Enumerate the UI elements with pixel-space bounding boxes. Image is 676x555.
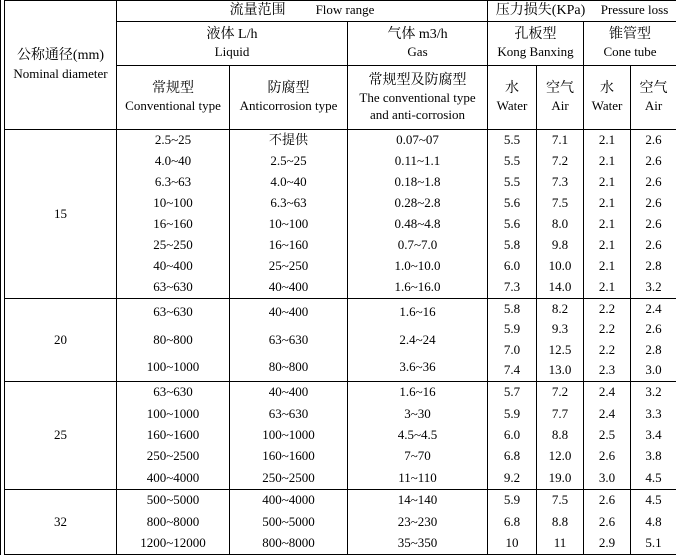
value-line: 80~800 xyxy=(230,359,347,376)
value-line: 8.2 xyxy=(537,301,583,318)
value-line: 160~1600 xyxy=(230,448,347,465)
value-line: 8.0 xyxy=(537,216,583,233)
water-orifice-values xyxy=(488,299,537,382)
value-line: 800~8000 xyxy=(230,535,347,552)
value-line: 1200~12000 xyxy=(117,535,229,552)
value-line: 2.1 xyxy=(584,153,630,170)
value-line: 7.4 xyxy=(488,362,536,379)
value-line: 6.3~63 xyxy=(117,174,229,191)
gas-values xyxy=(348,130,488,299)
value-line: 63~630 xyxy=(117,304,229,321)
value-line: 35~350 xyxy=(348,535,487,552)
value-line: 10.0 xyxy=(537,258,583,275)
value-line: 2.9 xyxy=(584,535,630,552)
value-line: 10 xyxy=(488,535,536,552)
value-line: 19.0 xyxy=(537,470,583,487)
section-row-15 xyxy=(5,130,676,299)
value-line: 0.48~4.8 xyxy=(348,216,487,233)
conventional-label-en: Conventional type xyxy=(117,98,229,115)
value-line: 7~70 xyxy=(348,448,487,465)
air-orifice-values xyxy=(537,299,584,382)
col-header-flow-range xyxy=(117,1,488,22)
value-line: 12.0 xyxy=(537,448,583,465)
value-line: 3.0 xyxy=(584,470,630,487)
anticorrosion-values xyxy=(230,382,348,490)
value-line: 9.8 xyxy=(537,237,583,254)
value-line: 7.7 xyxy=(537,406,583,423)
col-header-anticorrosion xyxy=(230,66,348,130)
value-line: 25~250 xyxy=(230,258,347,275)
conventional-label-zh: 常规型 xyxy=(117,80,229,98)
air-label-zh: 空气 xyxy=(537,80,583,98)
value-line: 5.1 xyxy=(631,535,676,552)
value-line: 500~5000 xyxy=(117,492,229,509)
water-label-en: Water xyxy=(488,98,536,115)
air-cone-values xyxy=(631,130,676,299)
diameter-cell: 32 xyxy=(5,490,117,555)
value-line: 5.5 xyxy=(488,153,536,170)
value-line: 3.0 xyxy=(631,362,676,379)
gas-values xyxy=(348,382,488,490)
value-line: 6.3~63 xyxy=(230,195,347,212)
anticorrosion-values xyxy=(230,299,348,382)
value-line: 5.9 xyxy=(488,492,536,509)
value-line: 2.1 xyxy=(584,195,630,212)
section-row-20 xyxy=(5,299,676,382)
value-line: 7.5 xyxy=(537,195,583,212)
gas-values xyxy=(348,299,488,382)
col-header-pressure-loss xyxy=(488,1,676,22)
value-line: 2.6 xyxy=(631,195,676,212)
value-line: 2.6 xyxy=(631,321,676,338)
value-line: 2.4 xyxy=(584,406,630,423)
value-line: 9.3 xyxy=(537,321,583,338)
air-cone-values xyxy=(631,490,676,555)
col-header-nominal-diameter xyxy=(5,1,117,130)
value-line: 2.4 xyxy=(584,384,630,401)
value-line: 800~8000 xyxy=(117,514,229,531)
nominal-diameter-label-en: Nominal diameter xyxy=(5,66,116,83)
gas-type-label-en1: The conventional type xyxy=(348,90,487,107)
value-line: 40~400 xyxy=(230,304,347,321)
value-line: 3.4 xyxy=(631,427,676,444)
value-line: 16~160 xyxy=(230,237,347,254)
value-line: 7.1 xyxy=(537,132,583,149)
value-line: 2.6 xyxy=(631,216,676,233)
value-line: 2.1 xyxy=(584,237,630,254)
value-line: 1.6~16 xyxy=(348,304,487,321)
value-line: 2.5~25 xyxy=(117,132,229,149)
water-orifice-values xyxy=(488,130,537,299)
conventional-values xyxy=(117,382,230,490)
value-line: 7.2 xyxy=(537,153,583,170)
water-orifice-values xyxy=(488,382,537,490)
pressure-loss-label-en: Pressure loss xyxy=(601,2,669,19)
header-row-1 xyxy=(5,1,676,22)
value-line: 4.0~40 xyxy=(230,174,347,191)
pressure-loss-label-zh: 压力损失(KPa) xyxy=(496,2,585,20)
col-header-air-cone xyxy=(631,66,676,130)
value-line: 2.5 xyxy=(584,427,630,444)
value-line: 13.0 xyxy=(537,362,583,379)
section-row-25 xyxy=(5,382,676,490)
value-line: 3.2 xyxy=(631,279,676,296)
value-line: 0.7~7.0 xyxy=(348,237,487,254)
air-label-zh: 空气 xyxy=(631,80,676,98)
value-line: 10~100 xyxy=(230,216,347,233)
value-line: 6.0 xyxy=(488,427,536,444)
value-line: 5.6 xyxy=(488,195,536,212)
value-line: 5.9 xyxy=(488,321,536,338)
value-line: 250~2500 xyxy=(230,470,347,487)
value-line: 63~630 xyxy=(230,406,347,423)
gas-label-zh: 气体 m3/h xyxy=(348,26,487,44)
gas-label-en: Gas xyxy=(348,44,487,61)
value-line: 5.7 xyxy=(488,384,536,401)
spec-table xyxy=(4,0,676,555)
section-row-32 xyxy=(5,490,676,555)
value-line: 8.8 xyxy=(537,514,583,531)
anticorrosion-label-zh: 防腐型 xyxy=(230,80,347,98)
value-line: 2.1 xyxy=(584,216,630,233)
col-header-liquid xyxy=(117,22,348,66)
cone-label-en: Cone tube xyxy=(584,44,676,61)
value-line: 14~140 xyxy=(348,492,487,509)
value-line: 2.6 xyxy=(631,174,676,191)
conventional-values xyxy=(117,130,230,299)
value-line: 3~30 xyxy=(348,406,487,423)
orifice-label-en: Kong Banxing xyxy=(488,44,583,61)
value-line: 250~2500 xyxy=(117,448,229,465)
value-line: 2.2 xyxy=(584,321,630,338)
value-line: 63~630 xyxy=(117,279,229,296)
value-line: 2.8 xyxy=(631,342,676,359)
air-orifice-values xyxy=(537,382,584,490)
value-line: 1.6~16.0 xyxy=(348,279,487,296)
conventional-values xyxy=(117,490,230,555)
value-line: 0.28~2.8 xyxy=(348,195,487,212)
value-line: 2.3 xyxy=(584,362,630,379)
liquid-label-en: Liquid xyxy=(117,44,347,61)
col-header-cone-tube xyxy=(584,22,676,66)
value-line: 7.2 xyxy=(537,384,583,401)
value-line: 2.1 xyxy=(584,279,630,296)
air-orifice-values xyxy=(537,130,584,299)
value-line: 2.4 xyxy=(631,301,676,318)
value-line: 5.6 xyxy=(488,216,536,233)
value-line: 63~630 xyxy=(117,384,229,401)
diameter-cell: 25 xyxy=(5,382,117,490)
gas-values xyxy=(348,490,488,555)
value-line: 2.6 xyxy=(631,132,676,149)
col-header-orifice-plate xyxy=(488,22,584,66)
col-header-gas-type xyxy=(348,66,488,130)
anticorrosion-values xyxy=(230,130,348,299)
value-line: 0.11~1.1 xyxy=(348,153,487,170)
anticorrosion-label-en: Anticorrosion type xyxy=(230,98,347,115)
water-cone-values xyxy=(584,490,631,555)
air-orifice-values xyxy=(537,490,584,555)
value-line: 400~4000 xyxy=(230,492,347,509)
value-line: 14.0 xyxy=(537,279,583,296)
value-line: 2.6 xyxy=(631,153,676,170)
col-header-gas xyxy=(348,22,488,66)
value-line: 11 xyxy=(537,535,583,552)
water-label-zh: 水 xyxy=(488,80,536,98)
value-line: 160~1600 xyxy=(117,427,229,444)
value-line: 2.2 xyxy=(584,342,630,359)
value-line: 25~250 xyxy=(117,237,229,254)
value-line: 6.8 xyxy=(488,448,536,465)
value-line: 6.8 xyxy=(488,514,536,531)
water-cone-values xyxy=(584,130,631,299)
col-header-water-cone xyxy=(584,66,631,130)
water-cone-values xyxy=(584,382,631,490)
value-line: 3.3 xyxy=(631,406,676,423)
value-line: 7.3 xyxy=(537,174,583,191)
value-line: 63~630 xyxy=(230,332,347,349)
diameter-cell: 20 xyxy=(5,299,117,382)
value-line: 2.1 xyxy=(584,258,630,275)
value-line: 8.8 xyxy=(537,427,583,444)
value-line: 5.5 xyxy=(488,132,536,149)
value-line: 11~110 xyxy=(348,470,487,487)
value-line: 4.5 xyxy=(631,470,676,487)
value-line: 5.8 xyxy=(488,301,536,318)
value-line: 4.5~4.5 xyxy=(348,427,487,444)
value-line: 5.5 xyxy=(488,174,536,191)
value-line: 0.07~07 xyxy=(348,132,487,149)
value-line: 5.8 xyxy=(488,237,536,254)
col-header-conventional xyxy=(117,66,230,130)
value-line: 23~230 xyxy=(348,514,487,531)
value-line: 7.0 xyxy=(488,342,536,359)
value-line: 2.6 xyxy=(631,237,676,254)
value-line: 2.4~24 xyxy=(348,332,487,349)
value-line: 2.5~25 xyxy=(230,153,347,170)
value-line: 40~400 xyxy=(117,258,229,275)
col-header-air-orifice xyxy=(537,66,584,130)
value-line: 4.8 xyxy=(631,514,676,531)
value-line: 100~1000 xyxy=(230,427,347,444)
water-label-en: Water xyxy=(584,98,630,115)
value-line: 80~800 xyxy=(117,332,229,349)
value-line: 4.5 xyxy=(631,492,676,509)
value-line: 400~4000 xyxy=(117,470,229,487)
value-line: 2.6 xyxy=(584,514,630,531)
value-line: 500~5000 xyxy=(230,514,347,531)
value-line: 2.2 xyxy=(584,301,630,318)
flow-range-label-zh: 流量范围 xyxy=(230,2,286,20)
value-line: 100~1000 xyxy=(117,359,229,376)
value-line: 7.5 xyxy=(537,492,583,509)
value-line: 2.6 xyxy=(584,448,630,465)
air-label-en: Air xyxy=(631,98,676,115)
air-label-en: Air xyxy=(537,98,583,115)
value-line: 16~160 xyxy=(117,216,229,233)
liquid-label-zh: 液体 L/h xyxy=(117,26,347,44)
value-line: 4.0~40 xyxy=(117,153,229,170)
value-line: 3.6~36 xyxy=(348,359,487,376)
value-line: 1.0~10.0 xyxy=(348,258,487,275)
water-orifice-values xyxy=(488,490,537,555)
value-line: 40~400 xyxy=(230,384,347,401)
air-cone-values xyxy=(631,299,676,382)
value-line: 1.6~16 xyxy=(348,384,487,401)
conventional-values xyxy=(117,299,230,382)
cone-label-zh: 锥管型 xyxy=(584,26,676,44)
value-line: 10~100 xyxy=(117,195,229,212)
value-line: 12.5 xyxy=(537,342,583,359)
value-line: 2.6 xyxy=(584,492,630,509)
value-line: 3.8 xyxy=(631,448,676,465)
col-header-water-orifice xyxy=(488,66,537,130)
value-line: 0.18~1.8 xyxy=(348,174,487,191)
diameter-cell: 15 xyxy=(5,130,117,299)
water-cone-values xyxy=(584,299,631,382)
value-line: 40~400 xyxy=(230,279,347,296)
value-line: 6.0 xyxy=(488,258,536,275)
water-label-zh: 水 xyxy=(584,80,630,98)
value-line: 不提供 xyxy=(230,132,347,149)
flow-range-label-en: Flow range xyxy=(316,2,375,19)
value-line: 3.2 xyxy=(631,384,676,401)
value-line: 100~1000 xyxy=(117,406,229,423)
gas-type-label-zh: 常规型及防腐型 xyxy=(348,72,487,90)
orifice-label-zh: 孔板型 xyxy=(488,26,583,44)
value-line: 2.8 xyxy=(631,258,676,275)
gas-type-label-en2: and anti-corrosion xyxy=(348,107,487,124)
value-line: 2.1 xyxy=(584,174,630,191)
value-line: 2.1 xyxy=(584,132,630,149)
value-line: 9.2 xyxy=(488,470,536,487)
air-cone-values xyxy=(631,382,676,490)
value-line: 5.9 xyxy=(488,406,536,423)
anticorrosion-values xyxy=(230,490,348,555)
nominal-diameter-label-zh: 公称通径(mm) xyxy=(5,47,116,65)
value-line: 7.3 xyxy=(488,279,536,296)
